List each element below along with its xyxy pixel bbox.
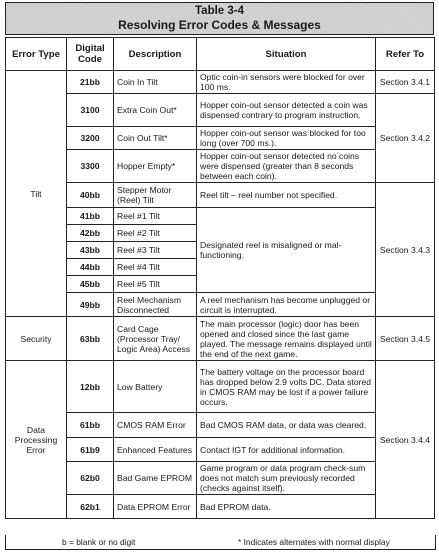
table-row [6,71,435,94]
type-security: Security [6,317,67,361]
type-data-processing: Data Processing Error [6,361,67,519]
situation-cell: Hopper coin-out sensor was blocked for too long (over 700 ms.). [197,127,376,150]
table-row [6,361,435,413]
description-cell: Extra Coin Out* [114,94,197,127]
situation-cell: The battery voltage on the processor board has dropped below 2.9 volts DC. Data stored in CMOS RAM may be lost if a power failure occurs. [197,361,376,413]
code-cell: 3200 [67,127,114,150]
situation-cell: Reel tilt – reel number not specified. [197,183,376,208]
code-cell: 43bb [67,242,114,259]
description-cell: Stepper Motor (Reel) Tilt [114,183,197,208]
ref-section: Section 3.4.2 [376,94,435,183]
ref-section: Section 3.4.1 [376,71,435,94]
description-cell: Low Battery [114,361,197,413]
code-cell: 21bb [67,71,114,94]
code-cell: 63bb [67,317,114,361]
table-row [6,413,435,438]
code-cell: 42bb [67,225,114,242]
situation-cell: Optic coin-in sensors were blocked for over 100 ms. [197,71,376,94]
ref-section: Section 3.4.4 [376,361,435,519]
situation-cell: A reel mechanism has become unplugged or circuit is interrupted. [197,293,376,317]
situation-cell: Hopper coin-out sensor detected a coin was dispensed contrary to program instruction. [197,94,376,127]
description-cell: Data EPROM Error [114,495,197,519]
code-cell: 41bb [67,208,114,225]
footnote-legend: b = blank or no digit [62,537,136,547]
table-footnote [5,535,436,550]
description-cell: Bad Game EPROM [114,462,197,495]
table-row [6,208,435,225]
error-codes-table [5,37,435,519]
description-cell: Coin Out Tilt* [114,127,197,150]
code-cell: 62b1 [67,495,114,519]
table-row [6,127,435,150]
description-cell: Enhanced Features [114,438,197,462]
header-error-type: Error Type [6,38,67,71]
description-cell: Card Cage (Processor Tray/ Logic Area) Access [114,317,197,361]
header-digital-code: Digital Code [67,38,114,71]
code-cell: 61bb [67,413,114,438]
table-row [6,293,435,317]
situation-cell: Bad CMOS RAM data, or data was cleared. [197,413,376,438]
description-cell: Reel Mechanism Disconnected [114,293,197,317]
table-number: Table 3-4 [195,5,244,17]
table-row [6,462,435,495]
description-cell: Reel #3 Tilt [114,242,197,259]
situation-cell: Hopper coin-out sensor detected no coins were dispensed (greater than 8 seconds between each coin). [197,150,376,183]
table-title [5,2,434,35]
header-row [6,38,435,71]
code-cell: 3300 [67,150,114,183]
code-cell: 61b9 [67,438,114,462]
situation-cell: Bad EPROM data. [197,495,376,519]
table-row [6,438,435,462]
ref-section: Section 3.4.5 [376,317,435,361]
situation-cell: Designated reel is misaligned or mal-functioning. [197,208,376,293]
situation-cell: The main processor (logic) door has been opened and closed since the last game played. The message remains displayed until the end of the next game. [197,317,376,361]
code-cell: 40bb [67,183,114,208]
code-cell: 45bb [67,276,114,293]
header-description: Description [114,38,197,71]
header-situation: Situation [197,38,376,71]
table-row [6,183,435,208]
table-row [6,94,435,127]
code-cell: 12bb [67,361,114,413]
type-tilt: Tilt [6,71,67,317]
description-cell: Reel #4 Tilt [114,259,197,276]
table-caption: Resolving Error Codes & Messages [118,18,321,32]
ref-section: Section 3.4.3 [376,183,435,317]
description-cell: Reel #5 Tilt [114,276,197,293]
description-cell: Hopper Empty* [114,150,197,183]
description-cell: Reel #1 Tilt [114,208,197,225]
table-row [6,150,435,183]
situation-cell: Contact IGT for additional information. [197,438,376,462]
code-cell: 62b0 [67,462,114,495]
page [5,2,434,552]
code-cell: 3100 [67,94,114,127]
table-row [6,495,435,519]
situation-cell: Game program or data program check-sum does not match sum previously recorded (checks against itself). [197,462,376,495]
description-cell: Reel #2 Tilt [114,225,197,242]
footnote-asterisk: * Indicates alternates with normal display [238,537,390,547]
code-cell: 44bb [67,259,114,276]
description-cell: CMOS RAM Error [114,413,197,438]
table-row [6,317,435,361]
code-cell: 49bb [67,293,114,317]
description-cell: Coin In Tilt [114,71,197,94]
header-refer-to: Refer To [376,38,435,71]
